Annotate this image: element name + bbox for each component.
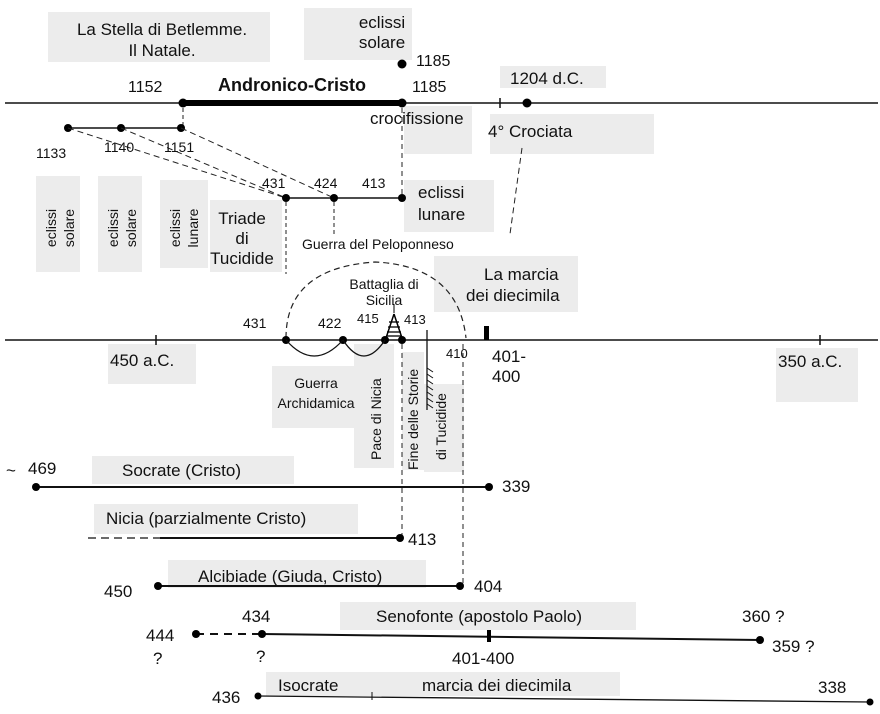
crusade-label: 4° Crociata xyxy=(488,122,573,141)
crucifixion-label: crocifissione xyxy=(370,109,464,128)
xenophon-name: Senofonte (apostolo Paolo) xyxy=(376,607,583,626)
triad-line3: Tucidide xyxy=(210,249,274,268)
xenophon-444: 444 xyxy=(146,626,175,645)
triad-line1: Triade xyxy=(218,209,266,228)
xenophon-mid-year: 401-400 xyxy=(452,649,515,668)
triad-line2: di xyxy=(235,229,249,248)
year-413: 413 xyxy=(404,312,426,327)
year-401-line2: 400 xyxy=(492,367,521,386)
xenophon-q1: ? xyxy=(153,649,163,668)
year-401-line1: 401- xyxy=(492,347,527,366)
isocrates-line xyxy=(258,696,870,702)
solar-eclipse-line2: solare xyxy=(358,33,406,52)
xenophon-q2: ? xyxy=(256,647,266,666)
isocrates-end: 338 xyxy=(818,678,847,697)
marker-401 xyxy=(484,326,489,340)
year-422: 422 xyxy=(318,315,342,331)
xenophon-end-dot xyxy=(756,636,764,644)
alcibiades-start-dot xyxy=(154,582,162,590)
isocrates-name: Isocrate xyxy=(278,676,339,695)
dot-424-mid xyxy=(330,194,338,202)
socrates-start: 469 xyxy=(28,459,57,478)
end-year-1185: 1185 xyxy=(412,79,447,96)
mid-year-413: 413 xyxy=(362,175,386,191)
sicily-line2: Sicilia xyxy=(365,292,403,308)
svg-text:eclissi: eclissi xyxy=(43,208,59,248)
archidamic-arc-1 xyxy=(286,340,343,356)
end-histories-line1: Fine delle Storie xyxy=(405,368,421,470)
socrates-start-dot xyxy=(32,483,40,491)
bottom-labels xyxy=(110,311,842,470)
nicias-end-dot xyxy=(396,534,404,542)
sub-year-1133: 1133 xyxy=(36,145,67,161)
march-line1: La marcia xyxy=(484,265,559,284)
star-title-line2: Il Natale. xyxy=(128,41,196,60)
svg-text:lunare: lunare xyxy=(185,208,201,248)
isocrates-note: marcia dei diecimila xyxy=(422,676,572,695)
dot-413-mid xyxy=(398,194,406,202)
sub-year-1140: 1140 xyxy=(104,139,135,155)
people-labels xyxy=(6,459,846,707)
year-415: 415 xyxy=(357,311,379,326)
dot-431-mid xyxy=(282,194,290,202)
svg-text:solare: solare xyxy=(61,208,77,248)
isocrates-end-dot xyxy=(867,699,874,706)
alcibiades-end: 404 xyxy=(474,577,503,596)
label-1204: 1204 d.C. xyxy=(510,69,584,88)
svg-text:eclissi: eclissi xyxy=(167,208,183,248)
nicias-name: Nicia (parzialmente Cristo) xyxy=(106,509,307,528)
mid-year-424: 424 xyxy=(314,175,338,191)
alcibiades-name: Alcibiade (Giuda, Cristo) xyxy=(198,567,383,586)
start-year-1152: 1152 xyxy=(128,79,163,96)
socrates-end-dot xyxy=(485,483,493,491)
sub-year-1151: 1151 xyxy=(164,139,195,155)
march-line2: dei diecimila xyxy=(466,286,560,305)
isocrates-start-dot xyxy=(255,693,262,700)
archidamic-line1: Guerra xyxy=(294,375,338,391)
dot-eclipse-1185 xyxy=(398,60,407,69)
archidamic-line2: Archidamica xyxy=(277,395,355,411)
svg-text:eclissi: eclissi xyxy=(105,208,121,248)
peace-of-nicias-label: Pace di Nicia xyxy=(368,378,384,460)
dash-crusade-march xyxy=(510,148,522,234)
peloponnesian-war-label: Guerra del Peloponneso xyxy=(302,236,454,252)
xenophon-444-dot xyxy=(192,630,200,638)
eclipse-year: 1185 xyxy=(416,53,451,70)
xenophon-line xyxy=(262,634,760,640)
socrates-name: Socrate (Cristo) xyxy=(122,461,242,480)
end-histories-line2: di Tucidide xyxy=(433,393,449,460)
label-450-bc: 450 a.C. xyxy=(110,351,175,370)
dot-1204 xyxy=(523,99,532,108)
socrates-tilde: ~ xyxy=(6,461,16,480)
mid-year-431: 431 xyxy=(262,175,286,191)
solar-eclipse-line1: eclissi xyxy=(358,13,406,32)
alcibiades-start: 450 xyxy=(104,582,133,601)
xenophon-401-marker xyxy=(487,630,491,642)
sicily-battle-icon xyxy=(386,314,402,338)
xenophon-end-359: 359 ? xyxy=(772,637,815,656)
isocrates-start: 436 xyxy=(212,688,241,707)
star-title-line1: La Stella di Betlemme. xyxy=(76,20,248,39)
xenophon-434: 434 xyxy=(242,607,271,626)
svg-text:solare: solare xyxy=(123,208,139,248)
xenophon-end-360: 360 ? xyxy=(742,607,785,626)
year-410: 410 xyxy=(446,346,468,361)
socrates-end: 339 xyxy=(502,477,531,496)
lunar-eclipse-line1: eclissi xyxy=(418,183,465,202)
year-431: 431 xyxy=(243,315,267,331)
label-350-bc: 350 a.C. xyxy=(778,352,843,371)
alcibiades-end-dot xyxy=(456,582,464,590)
dot-1152 xyxy=(179,99,188,108)
nicias-end: 413 xyxy=(408,530,437,549)
xenophon-434-dot xyxy=(258,630,266,638)
lunar-eclipse-line2: lunare xyxy=(418,205,466,224)
andronico-label: Andronico-Cristo xyxy=(218,75,366,95)
dot-1185 xyxy=(398,99,407,108)
sicily-line1: Battaglia di xyxy=(349,276,419,292)
